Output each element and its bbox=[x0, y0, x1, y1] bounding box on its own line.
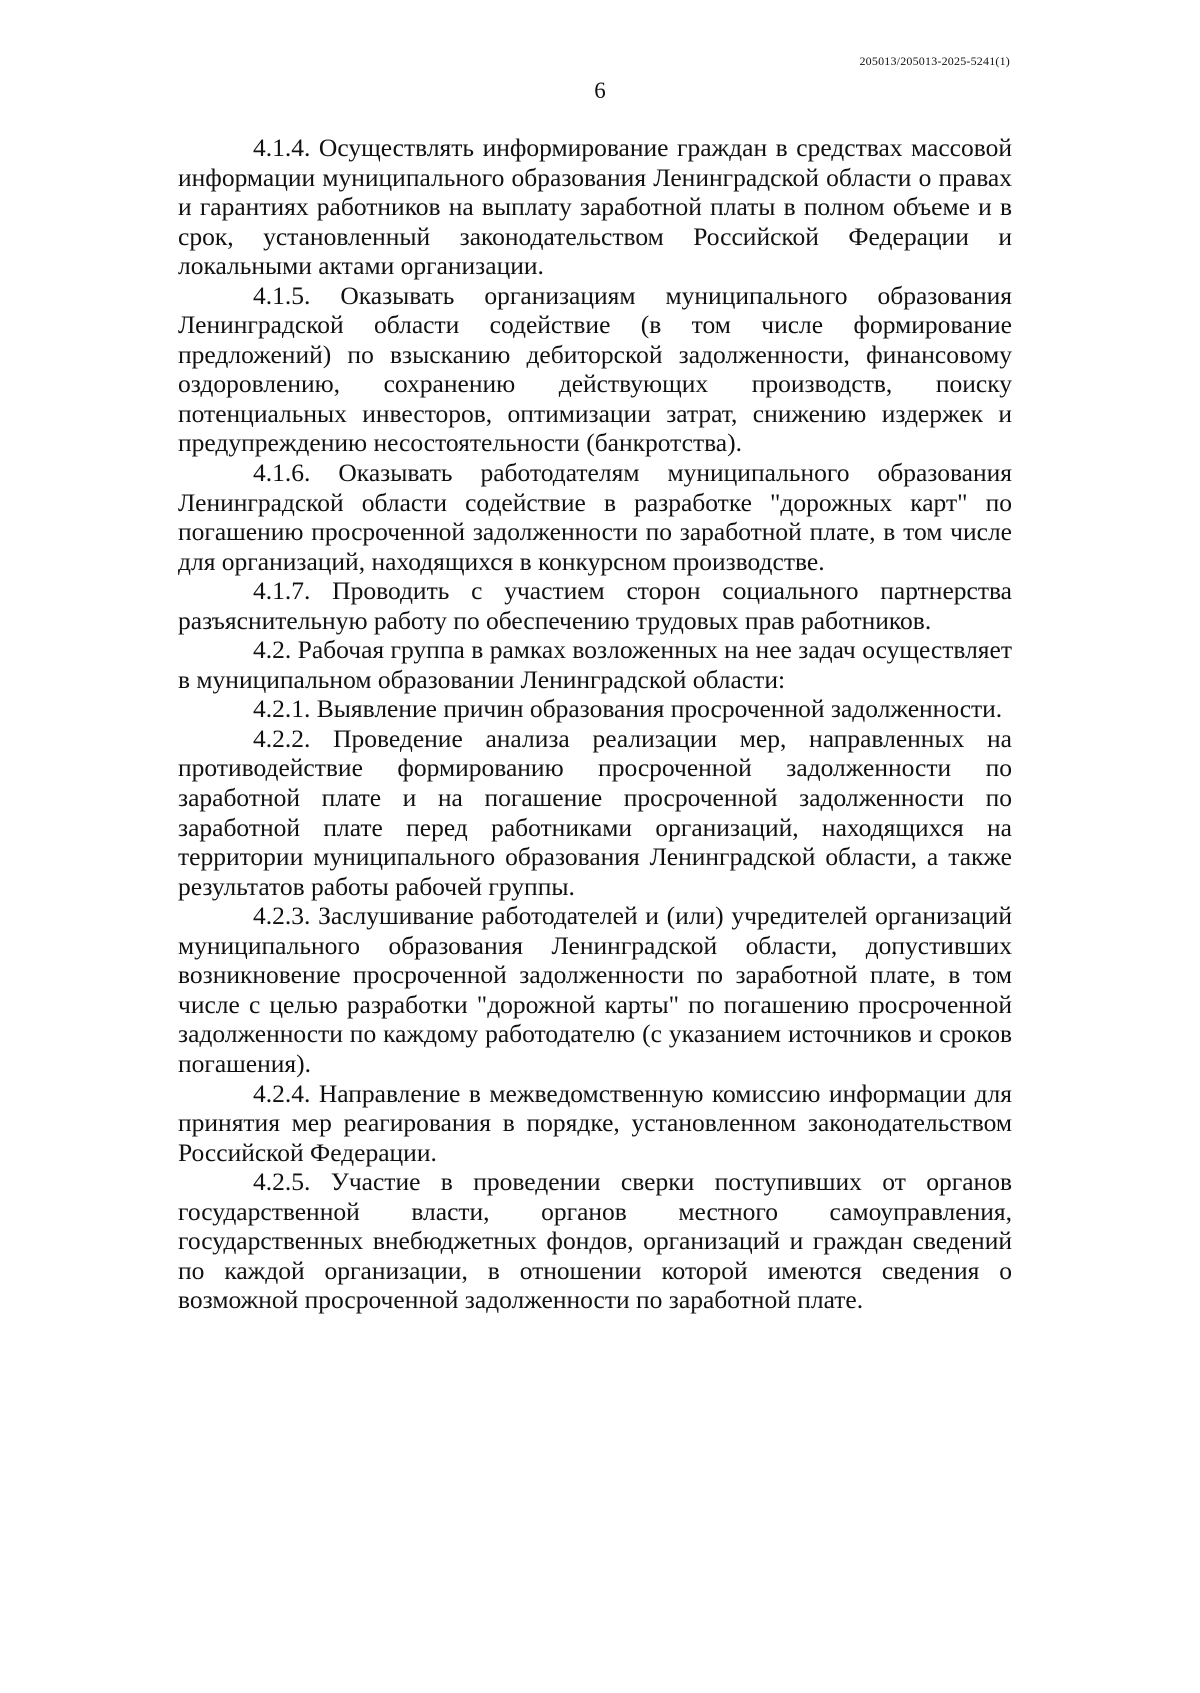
paragraph-4-2-1: 4.2.1. Выявление причин образования просроченной задолженности. bbox=[253, 694, 1003, 724]
paragraph-4-2-5: 4.2.5. Участие в проведении сверки поступивших от органов государственной власти, органов местного самоуправления, государственных внебюджетных фондов, организаций и граждан сведений по каждой организации, в отношении которой имеются сведения о возможной просроченной задолженности по заработной плате. bbox=[178, 1167, 1012, 1315]
document-id: 205013/205013-2025-5241(1) bbox=[859, 54, 1010, 68]
page-number: 6 bbox=[594, 78, 606, 103]
paragraph-4-2-2: 4.2.2. Проведение анализа реализации мер, направленных на противодействие формированию просроченной задолженности по заработной плате и на погашение просроченной задолженности по заработной плате перед работниками организаций, находящихся на территории муниципального образования Ленинградской области, а также результатов работы рабочей группы. bbox=[178, 723, 1012, 901]
paragraph-4-1-7: 4.1.7. Проводить с участием сторон социального партнерства разъяснительную работу по обеспечению трудовых прав работников. bbox=[178, 576, 1012, 635]
paragraph-4-2-3: 4.2.3. Заслушивание работодателей и (или) учредителей организаций муниципального образования Ленинградской области, допустивших возникновение просроченной задолженности по заработной плате, в том числе с целью разработки "дорожной карты" по погашению просроченной задолженности по каждому работодателю (с указанием источников и сроков погашения). bbox=[178, 901, 1012, 1078]
paragraph-4-2-4: 4.2.4. Направление в межведомственную комиссию информации для принятия мер реагирования в порядке, установленном законодательством Российской Федерации. bbox=[178, 1078, 1012, 1167]
paragraph-4-2: 4.2. Рабочая группа в рамках возложенных на нее задач осуществляет в муниципальном образовании Ленинградской области: bbox=[178, 635, 1012, 694]
paragraph-4-1-5: 4.1.5. Оказывать организациям муниципального образования Ленинградской области содействие (в том числе формирование предложений) по взысканию дебиторской задолженности, финансовому оздоровлению, сохранению действующих производств, поиску потенциальных инвесторов, оптимизации затрат, снижению издержек и предупреждению несостоятельности (банкротства). bbox=[178, 280, 1012, 458]
paragraph-4-1-6: 4.1.6. Оказывать работодателям муниципального образования Ленинградской области содействие в разработке "дорожных карт" по погашению просроченной задолженности по заработной плате, в том числе для организаций, находящихся в конкурсном производстве. bbox=[178, 458, 1012, 576]
document-body bbox=[178, 133, 1012, 1315]
paragraph-4-1-4: 4.1.4. Осуществлять информирование граждан в средствах массовой информации муниципального образования Ленинградской области о правах и гарантиях работников на выплату заработной платы в полном объеме и в срок, установленный законодательством Российской Федерации и локальными актами организации. bbox=[178, 133, 1012, 281]
